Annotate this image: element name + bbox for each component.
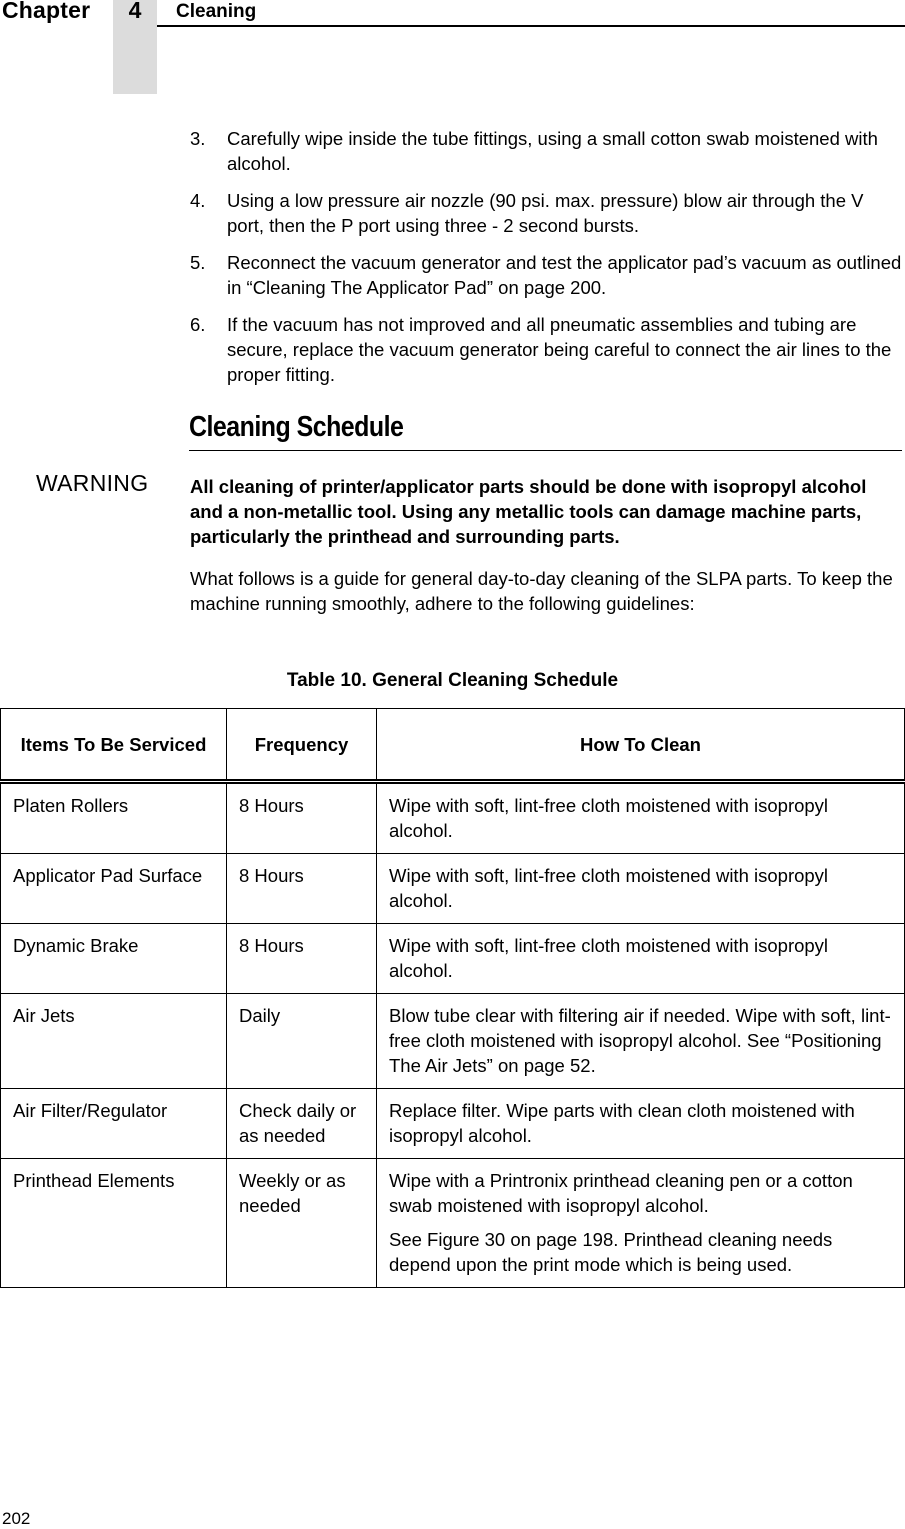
step-text: Carefully wipe inside the tube fittings, using a small cotton swab moistened with alcohol. [227, 128, 878, 174]
cell-frequency: Weekly or as needed [227, 1159, 377, 1288]
chapter-tab [113, 0, 157, 94]
section-title: Cleaning Schedule [189, 411, 404, 443]
step-number: 5. [190, 252, 206, 273]
cell-how-to-clean [377, 1159, 905, 1288]
warning-label: WARNING [36, 470, 149, 496]
header-rule [157, 25, 905, 27]
step-text: Using a low pressure air nozzle (90 psi. max. pressure) blow air through the V port, then the P port using three - 2 second bursts. [227, 190, 864, 236]
cell-item: Printhead Elements [1, 1159, 227, 1288]
chapter-number: 4 [128, 0, 142, 23]
cell-text: See Figure 30 on page 198. Printhead cleaning needs depend upon the print mode which is being used. [389, 1229, 833, 1275]
table-caption: Table 10. General Cleaning Schedule [286, 670, 619, 691]
section-header: Cleaning [176, 1, 257, 22]
page-number: 202 [2, 1509, 31, 1528]
column-header-frequency: Frequency [227, 709, 377, 782]
chapter-label: Chapter [2, 0, 91, 23]
cell-text: Blow tube clear with filtering air if needed. Wipe with soft, lint-free cloth moistened with isopropyl alcohol. See “Positioning The Air Jets” on page 52. [389, 1005, 891, 1076]
table-row [1, 1159, 905, 1288]
table-row [1, 1089, 905, 1159]
step-text: If the vacuum has not improved and all pneumatic assemblies and tubing are secure, replace the vacuum generator being careful to connect the air lines to the proper fitting. [227, 314, 892, 385]
table-row [1, 924, 905, 994]
cell-how-to-clean [377, 854, 905, 924]
table-header-row [1, 709, 905, 782]
cell-item: Dynamic Brake [1, 924, 227, 994]
cell-text: Wipe with soft, lint-free cloth moistened with isopropyl alcohol. [389, 865, 829, 911]
step-item [190, 312, 902, 387]
step-number: 4. [190, 190, 206, 211]
cell-how-to-clean [377, 994, 905, 1089]
procedure-steps [190, 126, 902, 399]
cell-item: Air Filter/Regulator [1, 1089, 227, 1159]
cell-how-to-clean [377, 1089, 905, 1159]
warning-text: All cleaning of printer/applicator parts should be done with isopropyl alcohol and a non-metallic tool. Using any metallic tools can damage machine parts, particularly the printhead and surrounding parts. [190, 476, 867, 547]
section-rule [189, 450, 902, 451]
cell-text: Wipe with soft, lint-free cloth moistened with isopropyl alcohol. [389, 795, 829, 841]
step-text: Reconnect the vacuum generator and test the applicator pad’s vacuum as outlined in “Cleaning The Applicator Pad” on page 200. [227, 252, 902, 298]
step-number: 6. [190, 314, 206, 335]
table-row [1, 854, 905, 924]
cell-text: Wipe with a Printronix printhead cleaning pen or a cotton swab moistened with isopropyl alcohol. [389, 1170, 853, 1216]
cleaning-schedule-table [0, 708, 905, 1288]
cell-frequency: Check daily or as needed [227, 1089, 377, 1159]
intro-paragraph: What follows is a guide for general day-to-day cleaning of the SLPA parts. To keep the machine running smoothly, adhere to the following guidelines: [190, 568, 893, 614]
step-number: 3. [190, 128, 206, 149]
cell-item: Applicator Pad Surface [1, 854, 227, 924]
cell-frequency: 8 Hours [227, 924, 377, 994]
cell-how-to-clean [377, 782, 905, 854]
cell-text: Replace filter. Wipe parts with clean cloth moistened with isopropyl alcohol. [389, 1100, 855, 1146]
cell-how-to-clean [377, 924, 905, 994]
cell-item: Platen Rollers [1, 782, 227, 854]
step-item [190, 126, 902, 176]
cell-frequency: Daily [227, 994, 377, 1089]
table-row [1, 994, 905, 1089]
table-row [1, 782, 905, 854]
step-item [190, 250, 902, 300]
cell-frequency: 8 Hours [227, 782, 377, 854]
cell-item: Air Jets [1, 994, 227, 1089]
step-item [190, 188, 902, 238]
cell-text: Wipe with soft, lint-free cloth moistened with isopropyl alcohol. [389, 935, 829, 981]
cell-frequency: 8 Hours [227, 854, 377, 924]
column-header-items: Items To Be Serviced [1, 709, 227, 782]
column-header-how-to-clean: How To Clean [377, 709, 905, 782]
